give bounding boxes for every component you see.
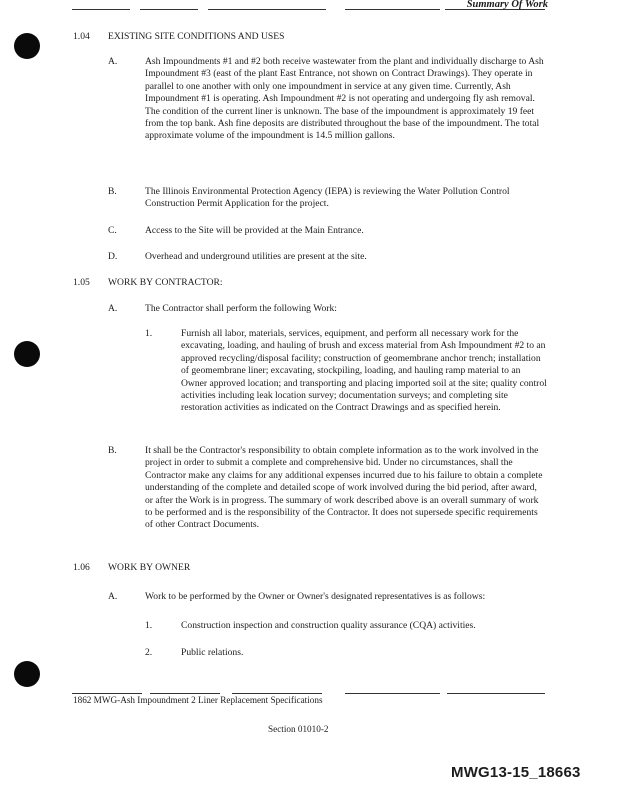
item-text: Construction inspection and construction quality assurance (CQA) activities. [181, 620, 476, 631]
bates-stamp: MWG13-15_18663 [451, 764, 581, 781]
item-text: The Illinois Environmental Protection Agency (IEPA) is reviewing the Water Pollution Control Construction Permit Application for the project. [145, 186, 510, 210]
item-label: C. [108, 225, 117, 236]
header-rule [345, 9, 440, 10]
header-rule [208, 9, 326, 10]
item-text: Overhead and underground utilities are present at the site. [145, 251, 367, 262]
item-text: Furnish all labor, materials, services, equipment, and perform all necessary work for the excavating, loading, and hauling of brush and excess material from Ash Impoundment #2 to an approved recycling/disposal facility; construction of geomembrane anchor trench; installation of geomembrane liner; excavating, stockpiling, loading, and hauling ramp material to an Owner approved location; and transporting and placing imported soil at the site; quality control activities including leak location survey; documentation surveys; and completing site restoration activities as indicated on the Contract Drawings and as specified herein. [181, 328, 547, 414]
item-text: Access to the Site will be provided at the Main Entrance. [145, 225, 364, 236]
item-label: B. [108, 186, 117, 197]
item-text: Work to be performed by the Owner or Owner's designated representatives is as follows: [145, 591, 486, 602]
footer-spec-name: 1862 MWG-Ash Impoundment 2 Liner Replacement Specifications [73, 695, 323, 705]
item-label: A. [108, 56, 118, 67]
section-number: 1.05 [73, 277, 90, 288]
item-text: It shall be the Contractor's responsibility to obtain complete information as to the work involved in the project in order to submit a complete and comprehensive bid. Under no circumstances, shall the Contractor make any claims for any additional expenses incurred due to his failure to obtain a complete understanding of the complete and detailed scope of work involved during the bid period, after award, or after the Work is in progress. The summary of work described above is an overall summary of work to be performed and is the responsibility of the Contractor. It does not supersede specific requirements of other Contract Documents. [145, 445, 543, 531]
item-label: A. [108, 303, 118, 314]
footer-rule [447, 693, 545, 694]
item-text: Public relations. [181, 647, 244, 658]
item-label: D. [108, 251, 118, 262]
section-title: WORK BY OWNER [108, 562, 191, 573]
section-title: EXISTING SITE CONDITIONS AND USES [108, 31, 285, 42]
punch-hole [14, 33, 40, 59]
item-text: Ash Impoundments #1 and #2 both receive wastewater from the plant and individually discharge to Ash Impoundment #3 (east of the plant East Entrance, not shown on Contract Drawings). They operate in parallel to one another with only one impoundment in service at any given time. Currently, Ash Impoundment #1 is operating. Ash Impoundment #2 is not operating and undergoing fly ash removal. The condition of the current liner is unknown. The base of the impoundment is approximately 19 feet from the top bank. Ash fine deposits are distributed throughout the base of the impoundment. The total approximate volume of the impoundment is 14.5 million gallons. [145, 56, 544, 142]
header-rule [72, 9, 130, 10]
section-title: WORK BY CONTRACTOR: [108, 277, 223, 288]
footer-rule [345, 693, 440, 694]
section-number: 1.06 [73, 562, 90, 573]
punch-hole [14, 661, 40, 687]
item-label: 2. [145, 647, 153, 658]
section-number: 1.04 [73, 31, 90, 42]
header-rule [140, 9, 198, 10]
footer-section-ref: Section 01010-2 [268, 724, 329, 734]
header-title: Summary Of Work [466, 0, 548, 10]
item-label: 1. [145, 328, 153, 339]
item-label: 1. [145, 620, 153, 631]
item-label: A. [108, 591, 118, 602]
item-label: B. [108, 445, 117, 456]
item-text: The Contractor shall perform the following Work: [145, 303, 337, 314]
punch-hole [14, 341, 40, 367]
